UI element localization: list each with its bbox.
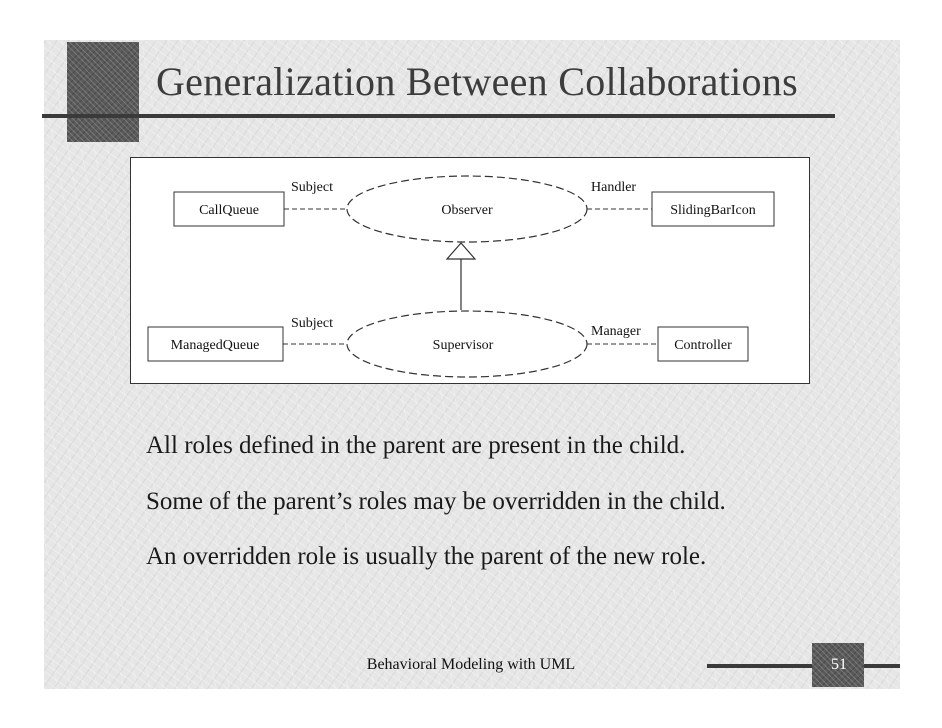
top-left-class — [174, 192, 284, 226]
bullet-text: An overridden role is usually the parent of the new role. — [146, 543, 707, 570]
diagram-canvas — [131, 158, 811, 385]
bullet-text: Some of the parent’s roles may be overridden in the child. — [146, 488, 726, 515]
class-label: SlidingBarIcon — [670, 203, 756, 218]
top-right-class — [652, 192, 774, 226]
generalization-arrow — [447, 243, 475, 310]
page-number: 51 — [831, 656, 847, 673]
collaboration-label: Observer — [441, 203, 493, 218]
class-label: CallQueue — [199, 203, 259, 218]
class-label: ManagedQueue — [170, 338, 260, 353]
role-label: Handler — [591, 180, 637, 195]
bottom-left-class — [148, 327, 283, 361]
title-corner-block — [67, 42, 139, 142]
slide-title: Generalization Between Collaborations — [156, 59, 798, 104]
collaboration-diagram — [130, 157, 810, 384]
collaboration-label: Supervisor — [432, 338, 494, 353]
role-label: Subject — [291, 316, 333, 331]
class-label: Controller — [674, 338, 732, 353]
bullet-text: All roles defined in the parent are present in the child. — [146, 432, 686, 459]
footer-text: Behavioral Modeling with UML — [366, 656, 576, 673]
bottom-right-class — [658, 327, 748, 361]
bottom-collaboration — [347, 311, 587, 377]
role-label: Subject — [291, 180, 333, 195]
role-label: Manager — [591, 324, 641, 339]
title-underline — [42, 114, 835, 118]
top-collaboration — [347, 176, 587, 242]
